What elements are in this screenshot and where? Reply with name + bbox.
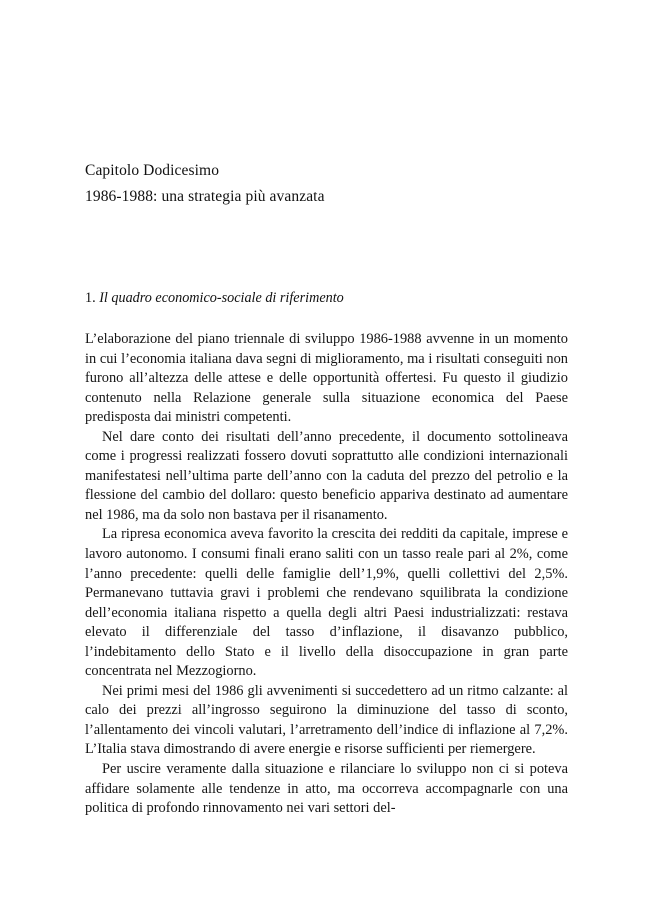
paragraph: Per uscire veramente dalla situazione e rilanciare lo sviluppo non ci si poteva affidare solamente alle tendenze in atto, ma occorreva accompagnarle con una politica di profondo rinnovamento nei vari settori del- <box>85 761 568 817</box>
section-title: Il quadro economico-sociale di riferimento <box>99 290 344 306</box>
chapter-label: Capitolo Dodicesimo <box>85 162 220 179</box>
paragraph: Nel dare conto dei risultati dell’anno precedente, il documento sottolineava come i progressi realizzati fossero dovuti soprattutto alle condizioni internazionali manifestatesi nell’ultima parte dell’anno con la caduta del prezzo del petrolio e la flessione del cambio del dollaro: questo beneficio appariva destinato ad aumentare nel 1986, ma da solo non bastava per il risanamento. <box>85 428 568 523</box>
paragraph: L’elaborazione del piano triennale di sviluppo 1986-1988 avvenne in un momento in cui l’economia italiana dava segni di miglioramento, ma i risultati conseguiti non furono all’altezza delle attese e delle opportunità offertesi. Fu questo il giudizio contenuto nella Relazione generale sulla situazione economica del Paese predisposta dai ministri competenti. <box>85 331 568 426</box>
section-number: 1. <box>85 290 96 306</box>
paragraph: Nei primi mesi del 1986 gli avvenimenti si succedettero ad un ritmo calzante: al calo dei prezzi all’ingrosso seguirono la diminuzione del tasso di sconto, l’allentamento dei vincoli valutari, l’arretramento dell’indice di inflazione al 7,2%. L’Italia stava dimostrando di avere energie e risorse sufficienti per riemergere. <box>85 682 568 758</box>
paragraph: La ripresa economica aveva favorito la crescita dei redditi da capitale, imprese e lavoro autonomo. I consumi finali erano saliti con un tasso reale pari al 2%, come l’anno precedente: quelli delle famiglie dell’1,9%, quelli collettivi del 2,5%. Permanevano tuttavia gravi i problemi che rendevano squilibrata la condizione dell’economia italiana rispetto a quella degli altri Paesi industrializzati: restava elevato il differenziale del tasso d’inflazione, il disavanzo pubblico, l’indebitamento dello Stato e il livello della disoccupazione in gran parte concentrata nel Mezzogiorno. <box>85 526 568 680</box>
section-heading <box>85 288 568 308</box>
body-copy <box>85 330 568 819</box>
page-text-block <box>85 158 568 819</box>
chapter-heading <box>85 158 568 210</box>
chapter-subtitle: 1986-1988: una strategia più avanzata <box>85 188 325 205</box>
